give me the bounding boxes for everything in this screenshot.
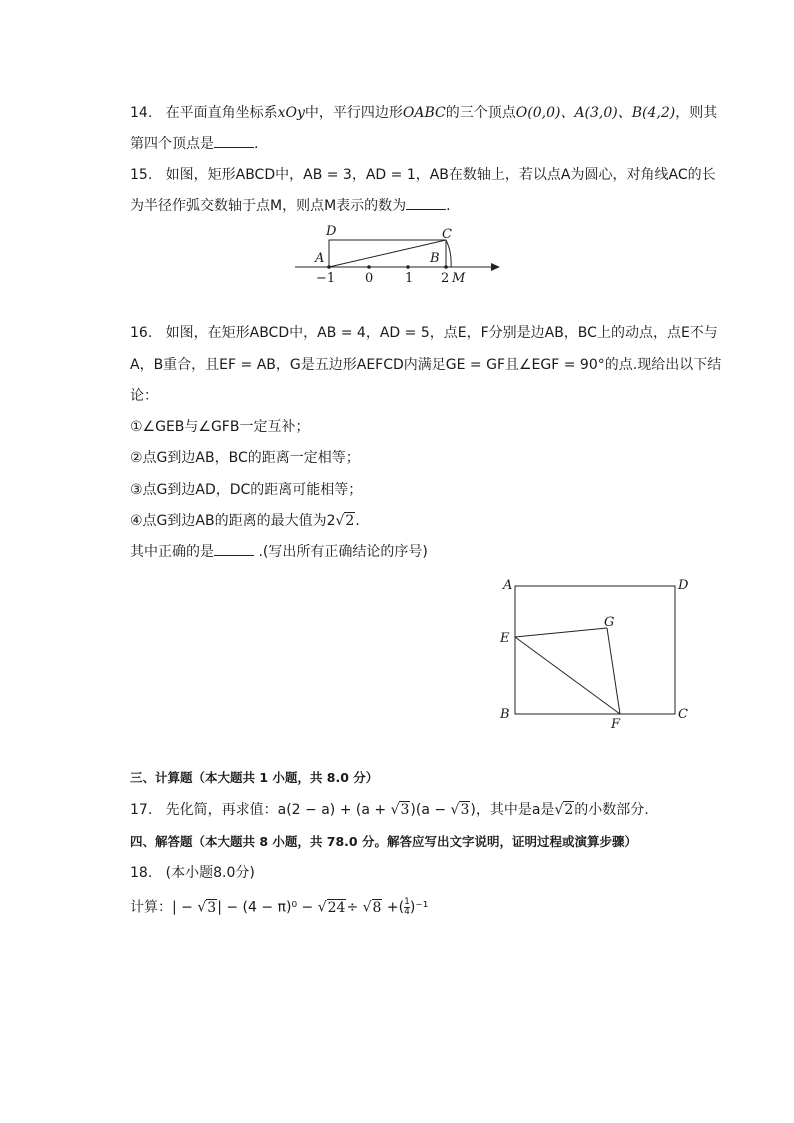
q14-line1: 14. 在平面直角坐标系xOy中，平行四边形OABC的三个顶点O(0,0)、A(3,0)、B(4,2)，则其 — [130, 105, 718, 121]
diagonal-ac — [329, 240, 446, 267]
q16-conclusion-1: ①∠GEB与∠GFB一定互补； — [130, 419, 310, 435]
q16-line3: 论： — [130, 388, 158, 404]
tick-dot — [406, 265, 410, 269]
q15-number: 15. — [130, 167, 153, 183]
section-heading-3: 三、计算题（本大题共 1 小题，共 8.0 分） — [130, 770, 379, 785]
q18-header: 18. (本小题8.0分) — [130, 865, 255, 881]
segment-gf — [607, 628, 620, 714]
section-heading-4: 四、解答题（本大题共 8 小题，共 78.0 分。解答应写出文字说明，证明过程或演算步骤） — [130, 834, 637, 849]
q16-line2: A，B重合，且EF = AB，G是五边形AEFCD内满足GE = GF且∠EGF = 90°的点.现给出以下结 — [130, 357, 722, 373]
answer-blank — [214, 543, 254, 556]
tick-dot — [327, 265, 331, 269]
q16-number: 16. — [130, 325, 153, 341]
q16-line1: 16. 如图，在矩形ABCD中，AB = 4，AD = 5，点E，F分别是边AB，BC上的动点，点E不与 — [130, 325, 718, 341]
label-b: B — [430, 251, 440, 266]
label-b: B — [500, 707, 510, 722]
q16-conclusion-3: ③点G到边AD，DC的距离可能相等； — [130, 482, 363, 498]
q16-conclusion-2: ②点G到边AB，BC的距离一定相等； — [130, 450, 360, 466]
label-c: C — [442, 227, 452, 242]
tick-label: 2 — [441, 271, 450, 286]
label-g: G — [604, 615, 615, 630]
q17-line: 17. 先化简，再求值：a(2 − a) + (a + √3)(a − √3)，其中是a是√2的小数部分. — [130, 802, 649, 818]
answer-blank — [214, 135, 254, 148]
q17-number: 17. — [130, 802, 153, 818]
q15-line2: 为半径作弧交数轴于点M，则点M表示的数为 . — [130, 198, 451, 214]
label-f: F — [611, 717, 621, 732]
tick-label: −1 — [316, 271, 336, 286]
segment-eg — [515, 628, 607, 637]
rectangle-abcd — [515, 586, 675, 714]
q16-question: 其中正确的是 .(写出所有正确结论的序号) — [130, 544, 428, 560]
label-e: E — [500, 631, 510, 646]
q15-line1: 15. 如图，矩形ABCD中，AB = 3，AD = 1，AB在数轴上，若以点A为圆心，对角线AC的长 — [130, 167, 716, 183]
tick-dot — [444, 265, 448, 269]
q16-conclusion-4: ④点G到边AB的距离的最大值为2√2. — [130, 513, 360, 529]
label-d: D — [678, 578, 689, 593]
q14-line2: 第四个顶点是 . — [130, 136, 259, 152]
answer-blank — [406, 197, 446, 210]
q18-number: 18. — [130, 865, 153, 881]
fraction: $\frac{1}{4}$ — [404, 897, 410, 917]
tick-label: 1 — [405, 271, 414, 286]
q15-number-line-figure — [290, 220, 510, 288]
label-c: C — [678, 707, 688, 722]
q16-rectangle-figure — [495, 572, 700, 734]
label-a: A — [503, 578, 513, 593]
q14-number: 14. — [130, 105, 153, 121]
axis-arrow — [491, 263, 500, 271]
label-a: A — [315, 251, 325, 266]
arc-cm — [446, 240, 451, 267]
q18-expression: 计算：| − √3| − (4 − π)⁰ − √24÷ √8 +( $\frac{1}{4}$ )⁻¹ — [130, 897, 429, 917]
label-m: M — [452, 271, 466, 286]
tick-label: 0 — [365, 271, 374, 286]
segment-ef — [515, 637, 620, 714]
label-d: D — [326, 224, 337, 239]
tick-dot — [367, 265, 371, 269]
